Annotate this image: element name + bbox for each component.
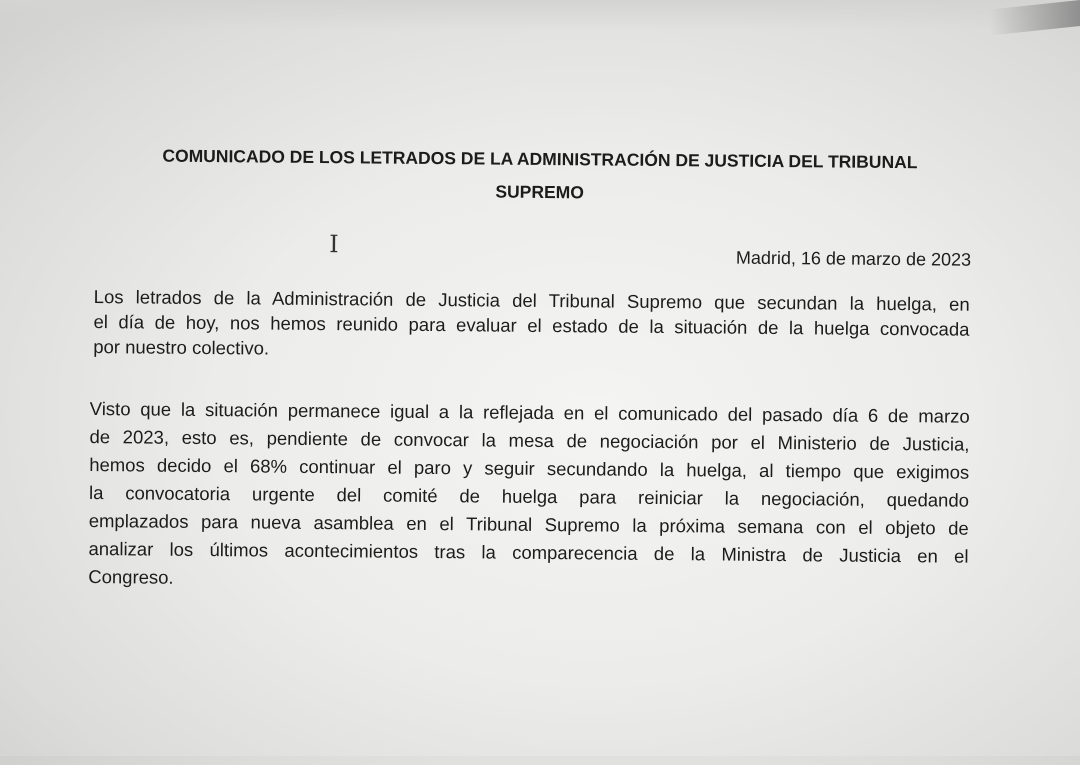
paragraph-2-line: hemos decido el 68% continuar el paro y seguir secundando la huelga, al tiempo que exigimos (89, 454, 970, 483)
document-title-line-2: SUPREMO (495, 181, 584, 203)
document-date: Madrid, 16 de marzo de 2023 (735, 247, 972, 270)
paragraph-1-line: Los letrados de la Administración de Justicia del Tribunal Supremo que secundan la huelga, en (93, 286, 970, 315)
document-title-line-1: COMUNICADO DE LOS LETRADOS DE LA ADMINISTRACIÓN DE JUSTICIA DEL TRIBUNAL (162, 145, 918, 173)
paragraph-2-line: Congreso. (88, 566, 174, 588)
paragraph-2-line: emplazados para nueva asamblea en el Tribunal Supremo la próxima semana con el objeto de (88, 510, 969, 539)
paragraph-2-line: Visto que la situación permanece igual a la reflejada en el comunicado del pasado día 6 de marzo (89, 398, 970, 427)
text-cursor-ibeam-icon: I (329, 230, 339, 259)
paragraph-2-line: la convocatoria urgente del comité de huelga para reiniciar la negociación, quedando (88, 482, 970, 511)
paragraph-2-line: de 2023, esto es, pendiente de convocar la mesa de negociación por el Ministerio de Justicia, (89, 426, 970, 455)
paragraph-1-line: el día de hoy, nos hemos reunido para evaluar el estado de la situación de la huelga convocada (93, 311, 970, 340)
paragraph-1-line: por nuestro colectivo. (93, 336, 270, 359)
paragraph-2-line: analizar los últimos acontecimientos tras la comparecencia de la Ministra de Justicia en el (88, 538, 969, 567)
